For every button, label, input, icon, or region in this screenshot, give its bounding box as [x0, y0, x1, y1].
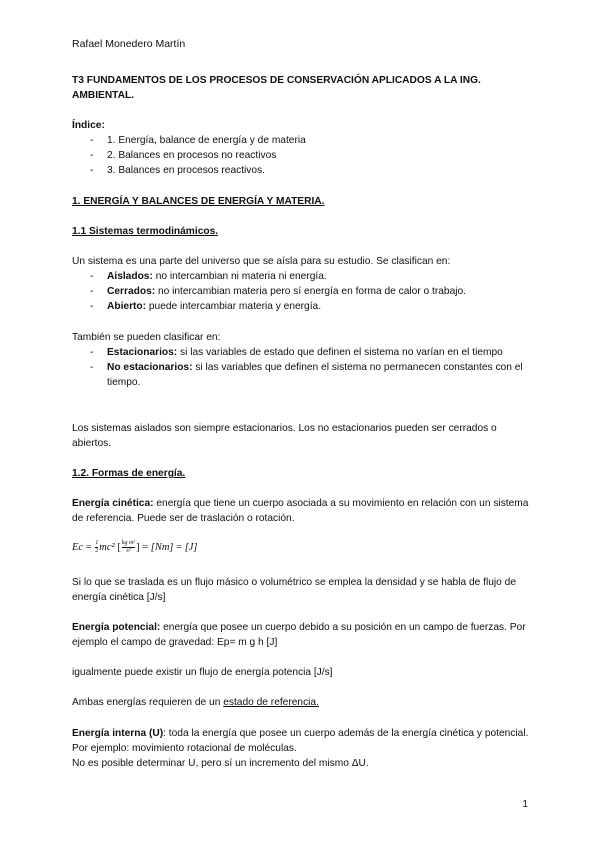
definition: si las variables de estado que definen el sistema no varían en el tiempo — [177, 347, 503, 358]
paragraph-internal-energy-note: No es posible determinar U, pero sí un incremento del mismo ΔU. — [72, 758, 369, 769]
paragraph-intro: También se pueden clasificar en: — [72, 332, 221, 343]
formula-lhs: Ec — [72, 541, 84, 553]
page-number: 1 — [522, 799, 528, 810]
index-item: - 2. Balances en procesos no reactivos — [72, 148, 532, 163]
term: Energía interna (U) — [72, 728, 164, 739]
definition: no intercambian materia pero sí energía en forma de calor o trabajo. — [155, 286, 467, 297]
half-fraction: $\frac{1}{2}$ — [95, 540, 99, 554]
subsection-heading: 1.1 Sistemas termodinámicos. — [72, 226, 219, 237]
list-item — [72, 269, 532, 284]
section-heading: 1. ENERGÍA Y BALANCES DE ENERGÍA Y MATERIA. — [72, 196, 325, 207]
term: Estacionarios: — [107, 347, 178, 358]
term: Energía potencial: — [72, 622, 161, 633]
subsection-heading: 1.2. Formas de energía. — [72, 468, 186, 479]
definition: energía que posee un cuerpo debido a su posición en un campo de fuerzas. Por ejemplo el campo de gravedad: Ep= m g h [J] — [72, 622, 526, 648]
term: Cerrados: — [107, 286, 156, 297]
term: Abierto: — [107, 301, 147, 312]
index-heading: Índice: — [72, 120, 105, 131]
kinetic-energy-formula — [72, 540, 198, 555]
definition: no intercambian ni materia ni energía. — [152, 271, 327, 282]
index-list — [72, 133, 532, 178]
system-types-list — [72, 269, 532, 314]
list-item — [72, 360, 532, 390]
paragraph-kinetic-energy — [72, 496, 532, 526]
document-title: T3 FUNDAMENTOS DE LOS PROCESOS DE CONSERVACIÓN APLICADOS A LA ING. AMBIENTAL. — [72, 75, 481, 101]
paragraph-potential-flow: igualmente puede existir un flujo de energía potencia [J/s] — [72, 667, 333, 678]
system-states-list — [72, 345, 532, 390]
list-item — [72, 345, 532, 360]
paragraph-reference-state: Ambas energías requieren de un estado de referencia. — [72, 697, 319, 708]
index-item: - 3. Balances en procesos reactivos. — [72, 163, 532, 178]
unit-fraction: $\frac{\text{kg m²}}{\text{s²}}$ — [121, 540, 136, 554]
term: Energía cinética: — [72, 498, 154, 509]
paragraph-internal-energy — [72, 726, 532, 756]
formula-body: mc² — [99, 541, 115, 553]
unit-nm: [Nm] — [150, 541, 174, 553]
equals-sign: = — [85, 541, 92, 553]
unit-joule: [J] — [184, 541, 198, 553]
reference-state-term: estado de referencia. — [223, 697, 319, 708]
term: Aislados: — [107, 271, 153, 282]
definition: si las variables que definen el sistema no permanecen constantes con el tiempo. — [107, 362, 523, 388]
definition: energía que tiene un cuerpo asociada a su movimiento en relación con un sistema de referencia. Puede ser de traslación o rotación. — [72, 498, 529, 524]
list-item — [72, 284, 532, 299]
bracket-open: [ — [117, 541, 121, 553]
paragraph: Los sistemas aislados son siempre estacionarios. Los no estacionarios pueden ser cerrados o abiertos. — [72, 423, 497, 449]
equals-sign: = — [142, 541, 149, 553]
equals-sign: = — [176, 541, 183, 553]
bracket-close: ] — [136, 541, 140, 553]
paragraph-kinetic-flow: Si lo que se traslada es un flujo másico o volumétrico se emplea la densidad y se habla de flujo de energía cinética [J/s] — [72, 577, 516, 603]
list-item — [72, 299, 532, 314]
paragraph-potential-energy — [72, 620, 532, 650]
definition: : toda la energía que posee un cuerpo además de la energía cinética y potencial. Por ejemplo: movimiento rotacional de moléculas. — [72, 728, 529, 754]
definition: puede intercambiar materia y energía. — [146, 301, 322, 312]
running-header-author: Rafael Monedero Martín — [72, 38, 186, 50]
term: No estacionarios: — [107, 362, 193, 373]
paragraph-intro: Un sistema es una parte del universo que se aísla para su estudio. Se clasifican en: — [72, 256, 451, 267]
index-item: - 1. Energía, balance de energía y de materia — [72, 133, 532, 148]
